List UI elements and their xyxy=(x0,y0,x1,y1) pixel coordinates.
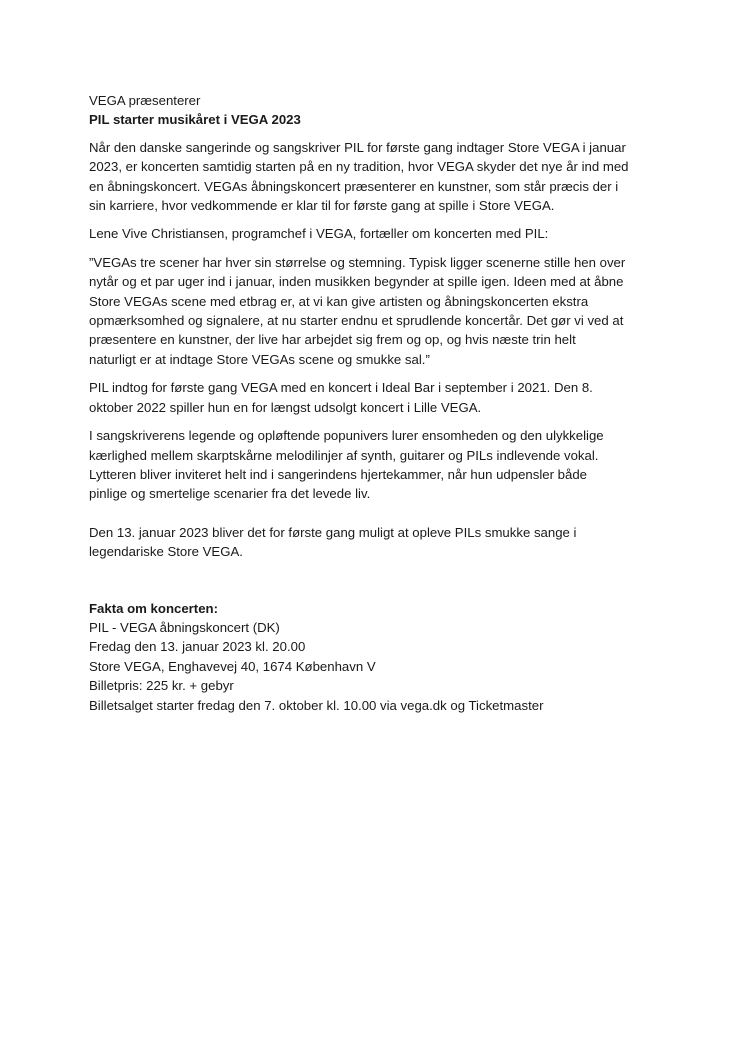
paragraph-line: en åbningskoncert. VEGAs åbningskoncert præsenterer en kunstner, som står præcis der i xyxy=(89,178,619,194)
paragraph-history xyxy=(89,378,669,417)
paragraph-line: præsentere en kunstner, der live har arbejdet sig frem og op, og hvis næste trin helt xyxy=(89,332,576,348)
paragraph-line: kærlighed mellem skarptskårne melodilinjer af synth, guitarer og PILs indlevende vokal. xyxy=(89,447,599,463)
paragraph-line: opmærksomhed og signalere, at nu starter endnu et sprudlende koncertår. Det gør vi ved at xyxy=(89,313,624,329)
paragraph-line: naturligt er at indtage Store VEGAs scene og smukke sal.” xyxy=(89,351,430,367)
blank-line xyxy=(89,571,669,599)
paragraph-line: Den 13. januar 2023 bliver det for første gang muligt at opleve PILs smukke sange i xyxy=(89,524,577,540)
paragraph-line: sin karriere, hvor vedkommende er klar til for første gang at spille i Store VEGA. xyxy=(89,198,555,214)
facts-heading: Fakta om koncerten: xyxy=(89,600,218,616)
paragraph-description xyxy=(89,426,669,504)
facts-item: Store VEGA, Enghavevej 40, 1674 København V xyxy=(89,658,376,674)
facts-item: Billetpris: 225 kr. + gebyr xyxy=(89,678,234,694)
facts-item: Fredag den 13. januar 2023 kl. 20.00 xyxy=(89,639,306,655)
paragraph-line: I sangskriverens legende og opløftende popunivers lurer ensomheden og den ulykkelige xyxy=(89,428,604,444)
paragraph-line: Store VEGAs scene med etbrag er, at vi kan give artisten og åbningskoncerten ekstra xyxy=(89,293,589,309)
paragraph-line: PIL indtog for første gang VEGA med en koncert i Ideal Bar i september i 2021. Den 8. xyxy=(89,380,593,396)
kicker: VEGA præsenterer xyxy=(89,93,201,108)
paragraph-line: 2023, er koncerten samtidig starten på en ny tradition, hvor VEGA skyder det nye år ind med xyxy=(89,159,629,175)
paragraph-line: pinlige og smertelige scenarier fra det levede liv. xyxy=(89,486,371,502)
paragraph-line: nytår og et par uger ind i januar, inden musikken begynder at spille igen. Ideen med at åbne xyxy=(89,274,624,290)
facts-section xyxy=(89,599,669,715)
headline: PIL starter musikåret i VEGA 2023 xyxy=(89,112,301,128)
paragraph-line: oktober 2022 spiller hun en for længst udsolgt koncert i Lille VEGA. xyxy=(89,399,482,415)
paragraph-closing xyxy=(89,523,669,562)
document-page xyxy=(89,91,669,715)
paragraph-line: legendariske Store VEGA. xyxy=(89,544,243,560)
paragraph-line: Når den danske sangerinde og sangskriver PIL for første gang indtager Store VEGA i januar xyxy=(89,139,626,155)
paragraph-line: Lene Vive Christiansen, programchef i VEGA, fortæller om koncerten med PIL: xyxy=(89,226,549,242)
paragraph-intro xyxy=(89,138,669,216)
paragraph-line: Lytteren bliver inviteret helt ind i sangerindens hjertekammer, når hun udpensler både xyxy=(89,466,587,482)
facts-item: PIL - VEGA åbningskoncert (DK) xyxy=(89,619,280,635)
paragraph-line: ”VEGAs tre scener har hver sin størrelse og stemning. Typisk ligger scenerne stille hen over xyxy=(89,254,626,270)
paragraph-speaker xyxy=(89,224,669,243)
paragraph-quote xyxy=(89,253,669,369)
facts-item: Billetsalget starter fredag den 7. oktober kl. 10.00 via vega.dk og Ticketmaster xyxy=(89,697,544,713)
